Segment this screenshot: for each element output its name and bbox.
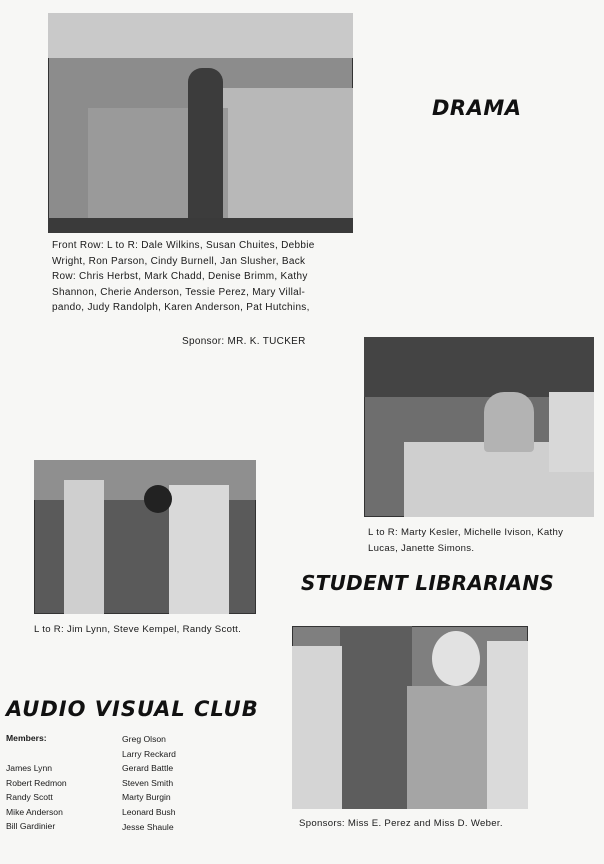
- drama-caption-line: Wright, Ron Parson, Cindy Burnell, Jan Slusher, Back: [52, 255, 306, 267]
- librarians-caption-line: L to R: Marty Kesler, Michelle Ivison, Kathy: [368, 527, 564, 538]
- members-list-left: [6, 761, 67, 834]
- drama-photo: [48, 13, 353, 233]
- member-name: Jesse Shaule: [122, 821, 174, 832]
- member-name: Marty Burgin: [122, 792, 171, 803]
- librarians-sponsors: Sponsors: Miss E. Perez and Miss D. Weber.: [299, 818, 503, 829]
- audio-visual-photo: [34, 460, 256, 614]
- member-name: James Lynn: [6, 763, 53, 773]
- member-name: Randy Scott: [6, 792, 53, 803]
- member-name: Mike Anderson: [6, 806, 63, 817]
- member-name: Larry Reckard: [122, 748, 176, 759]
- student-librarians-heading: STUDENT LIBRARIANS: [301, 571, 555, 595]
- librarians-caption-line: Lucas, Janette Simons.: [368, 542, 475, 554]
- member-name: Leonard Bush: [122, 806, 176, 817]
- drama-caption: [52, 238, 372, 316]
- drama-caption-line: Front Row: L to R: Dale Wilkins, Susan Chuites, Debbie: [52, 240, 315, 251]
- audio-visual-caption: L to R: Jim Lynn, Steve Kempel, Randy Scott.: [34, 624, 242, 635]
- drama-heading: DRAMA: [432, 96, 522, 120]
- member-name: Bill Gardinier: [6, 821, 56, 832]
- member-name: Robert Redmon: [6, 777, 67, 788]
- member-name: Gerard Battle: [122, 763, 174, 774]
- members-label: Members:: [6, 733, 47, 743]
- members-list-right: [122, 732, 176, 834]
- audio-visual-heading: AUDIO VISUAL CLUB: [6, 697, 259, 721]
- librarians-photo-bottom: [292, 626, 528, 809]
- drama-caption-line: Shannon, Cherie Anderson, Tessie Perez, Mary Villal-: [52, 286, 306, 298]
- drama-sponsor: Sponsor: MR. K. TUCKER: [182, 336, 306, 347]
- member-name: Steven Smith: [122, 777, 174, 788]
- librarians-caption: [368, 525, 598, 556]
- member-name: Greg Olson: [122, 734, 166, 744]
- librarians-photo-top: [364, 337, 594, 517]
- drama-caption-line: Row: Chris Herbst, Mark Chadd, Denise Brimm, Kathy: [52, 271, 308, 282]
- drama-caption-line: pando, Judy Randolph, Karen Anderson, Pat Hutchins,: [52, 302, 310, 313]
